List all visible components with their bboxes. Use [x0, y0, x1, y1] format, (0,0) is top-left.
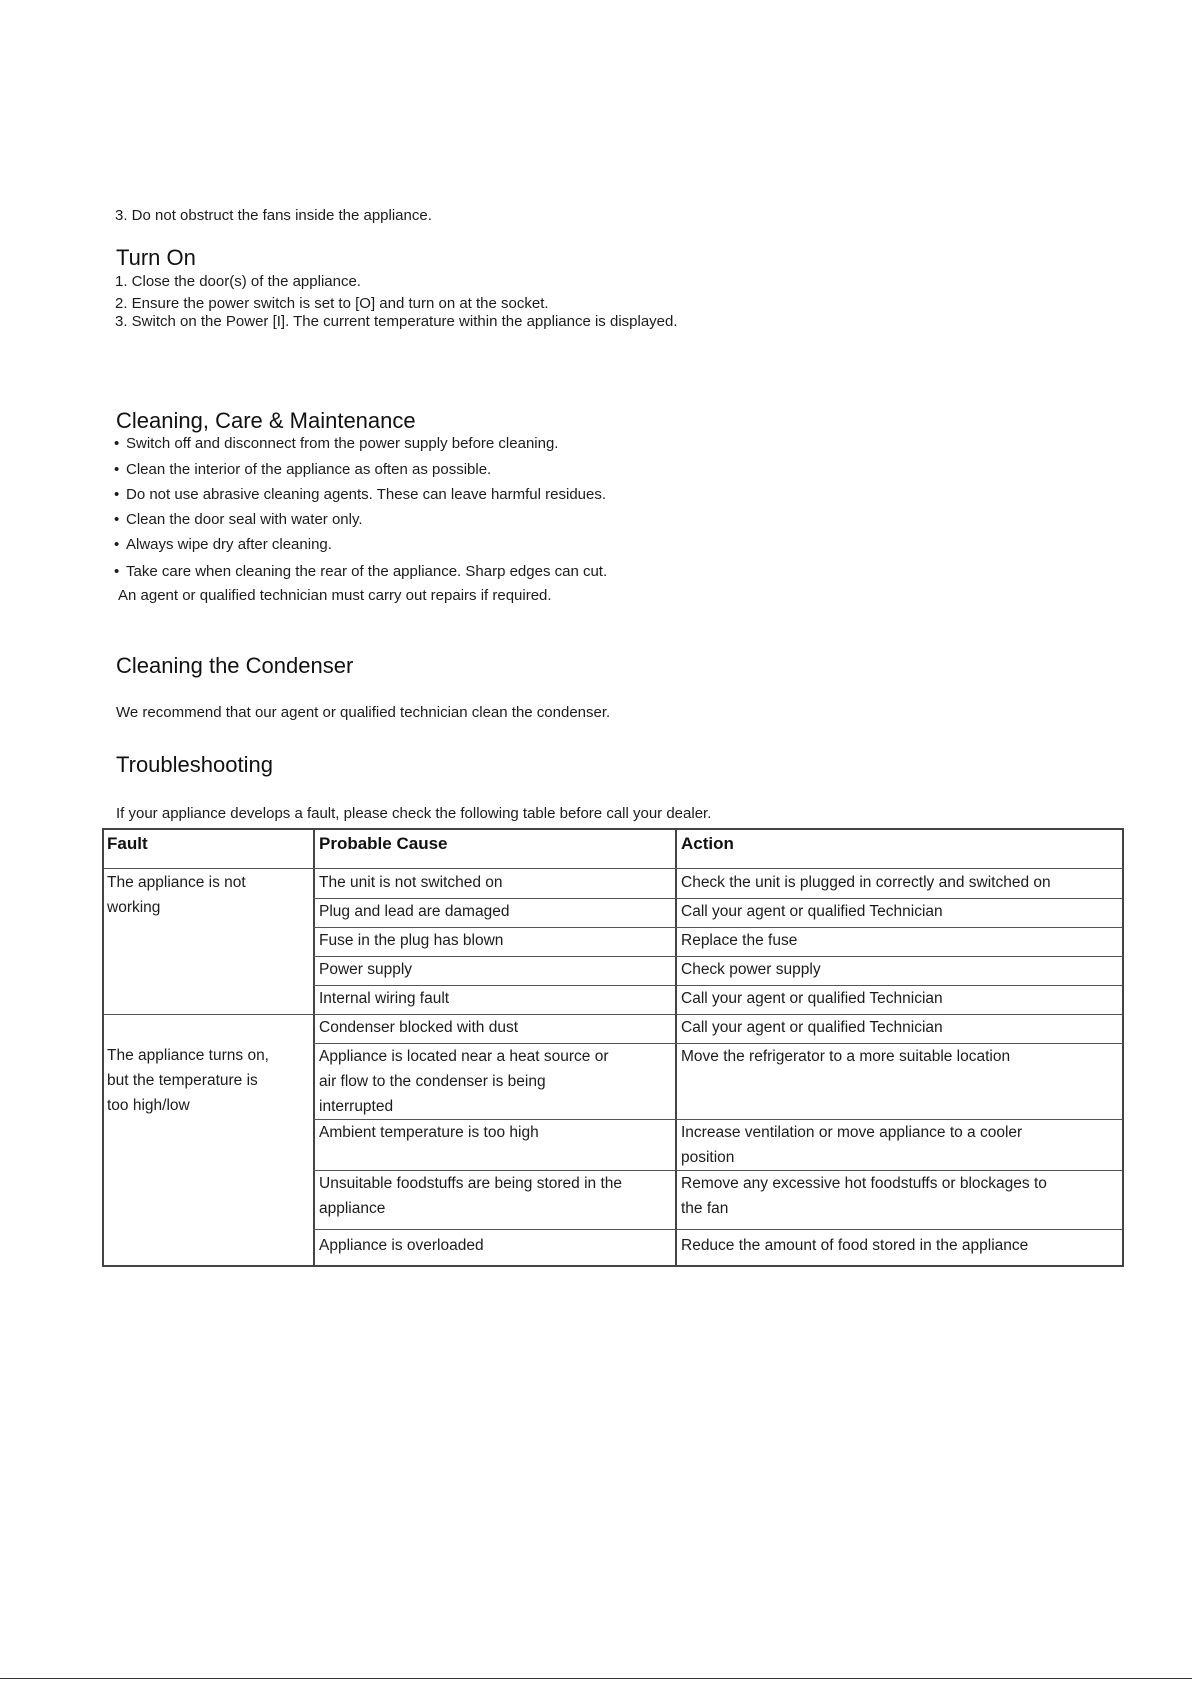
cleaning-bullet-text: Always wipe dry after cleaning.: [126, 536, 332, 553]
fault-text: but the temperature is: [107, 1072, 258, 1089]
cleaning-bullet-text: Clean the interior of the appliance as often as possible.: [126, 461, 492, 478]
action-line: Increase ventilation or move appliance to a cooler: [681, 1124, 1023, 1141]
fault-text: too high/low: [107, 1097, 190, 1114]
header-action: Action: [681, 834, 734, 853]
cause-line: interrupted: [319, 1098, 394, 1115]
cause-cell: Ambient temperature is too high: [319, 1124, 539, 1141]
condenser-heading: Cleaning the Condenser: [116, 653, 354, 678]
cause-cell: Appliance is overloaded: [319, 1237, 484, 1254]
action-line: the fan: [681, 1200, 729, 1217]
condenser-text: We recommend that our agent or qualified technician clean the condenser.: [116, 704, 611, 721]
action-cell: Replace the fuse: [681, 932, 798, 949]
action-cell: Call your agent or qualified Technician: [681, 903, 943, 920]
action-cell: Reduce the amount of food stored in the appliance: [681, 1237, 1029, 1254]
cleaning-bullet: [114, 435, 558, 453]
cause-cell: Internal wiring fault: [319, 990, 450, 1007]
cause-cell: Plug and lead are damaged: [319, 903, 510, 920]
cleaning-bullet: [114, 486, 606, 504]
row-rule: [313, 1229, 1122, 1230]
cleaning-bullet-text: Do not use abrasive cleaning agents. These can leave harmful residues.: [126, 486, 607, 503]
cause-cell: Fuse in the plug has blown: [319, 932, 504, 949]
action-cell: Check power supply: [681, 961, 821, 978]
bullet-symbol: •: [114, 461, 120, 478]
cleaning-heading: Cleaning, Care & Maintenance: [116, 408, 416, 433]
fault-group-2: [107, 1043, 269, 1118]
action-cell: Call your agent or qualified Technician: [681, 990, 943, 1007]
page-bottom-rule: [0, 1678, 1192, 1679]
header-probable-cause: Probable Cause: [319, 834, 448, 853]
cleaning-bullet: [114, 536, 332, 554]
action-cell: [681, 1120, 1022, 1170]
action-line: Remove any excessive hot foodstuffs or blockages to: [681, 1175, 1047, 1192]
cause-line: Appliance is located near a heat source or: [319, 1048, 609, 1065]
turn-on-step: 3. Switch on the Power [I]. The current temperature within the appliance is displayed.: [115, 313, 678, 330]
cleaning-bullet: [114, 511, 363, 529]
header-fault: Fault: [107, 834, 148, 853]
fan-instruction: 3. Do not obstruct the fans inside the appliance.: [115, 207, 432, 224]
cleaning-bullet-text: Switch off and disconnect from the power supply before cleaning.: [126, 435, 559, 452]
action-cell: [681, 1171, 1047, 1221]
action-cell: Check the unit is plugged in correctly and switched on: [681, 874, 1051, 891]
bullet-symbol: •: [114, 511, 120, 528]
cleaning-bullet-text: Clean the door seal with water only.: [126, 511, 363, 528]
cause-line: appliance: [319, 1200, 386, 1217]
column-divider: [313, 830, 315, 1265]
cause-cell: [319, 1044, 609, 1119]
repairs-note: An agent or qualified technician must carry out repairs if required.: [118, 587, 552, 604]
bullet-symbol: •: [114, 536, 120, 553]
bullet-symbol: •: [114, 563, 120, 580]
action-cell: Call your agent or qualified Technician: [681, 1019, 943, 1036]
cause-cell: [319, 1171, 622, 1221]
fault-text: The appliance is not: [107, 874, 246, 891]
troubleshooting-heading: Troubleshooting: [116, 752, 273, 777]
bullet-symbol: •: [114, 486, 120, 503]
bullet-symbol: •: [114, 435, 120, 452]
turn-on-heading: Turn On: [116, 245, 196, 270]
cause-cell: The unit is not switched on: [319, 874, 503, 891]
group-rule: [104, 1014, 1122, 1015]
fault-text: The appliance turns on,: [107, 1047, 269, 1064]
cause-cell: Condenser blocked with dust: [319, 1019, 519, 1036]
action-line: position: [681, 1149, 735, 1166]
turn-on-step: 1. Close the door(s) of the appliance.: [115, 273, 361, 290]
cleaning-bullet: [114, 461, 491, 479]
column-divider: [675, 830, 677, 1265]
cleaning-bullet-text: Take care when cleaning the rear of the appliance. Sharp edges can cut.: [126, 563, 608, 580]
fault-text: working: [107, 899, 161, 916]
cause-cell: Power supply: [319, 961, 413, 978]
cause-line: Unsuitable foodstuffs are being stored in the: [319, 1175, 623, 1192]
troubleshooting-intro: If your appliance develops a fault, please check the following table before call your dealer.: [116, 805, 712, 822]
fault-group-1: [107, 870, 246, 920]
cause-line: air flow to the condenser is being: [319, 1073, 546, 1090]
troubleshooting-table: [102, 828, 1124, 1267]
action-cell: Move the refrigerator to a more suitable location: [681, 1048, 1011, 1065]
cleaning-bullet: [114, 563, 607, 581]
header-rule: [104, 868, 1122, 869]
turn-on-step: 2. Ensure the power switch is set to [O] and turn on at the socket.: [115, 295, 549, 312]
